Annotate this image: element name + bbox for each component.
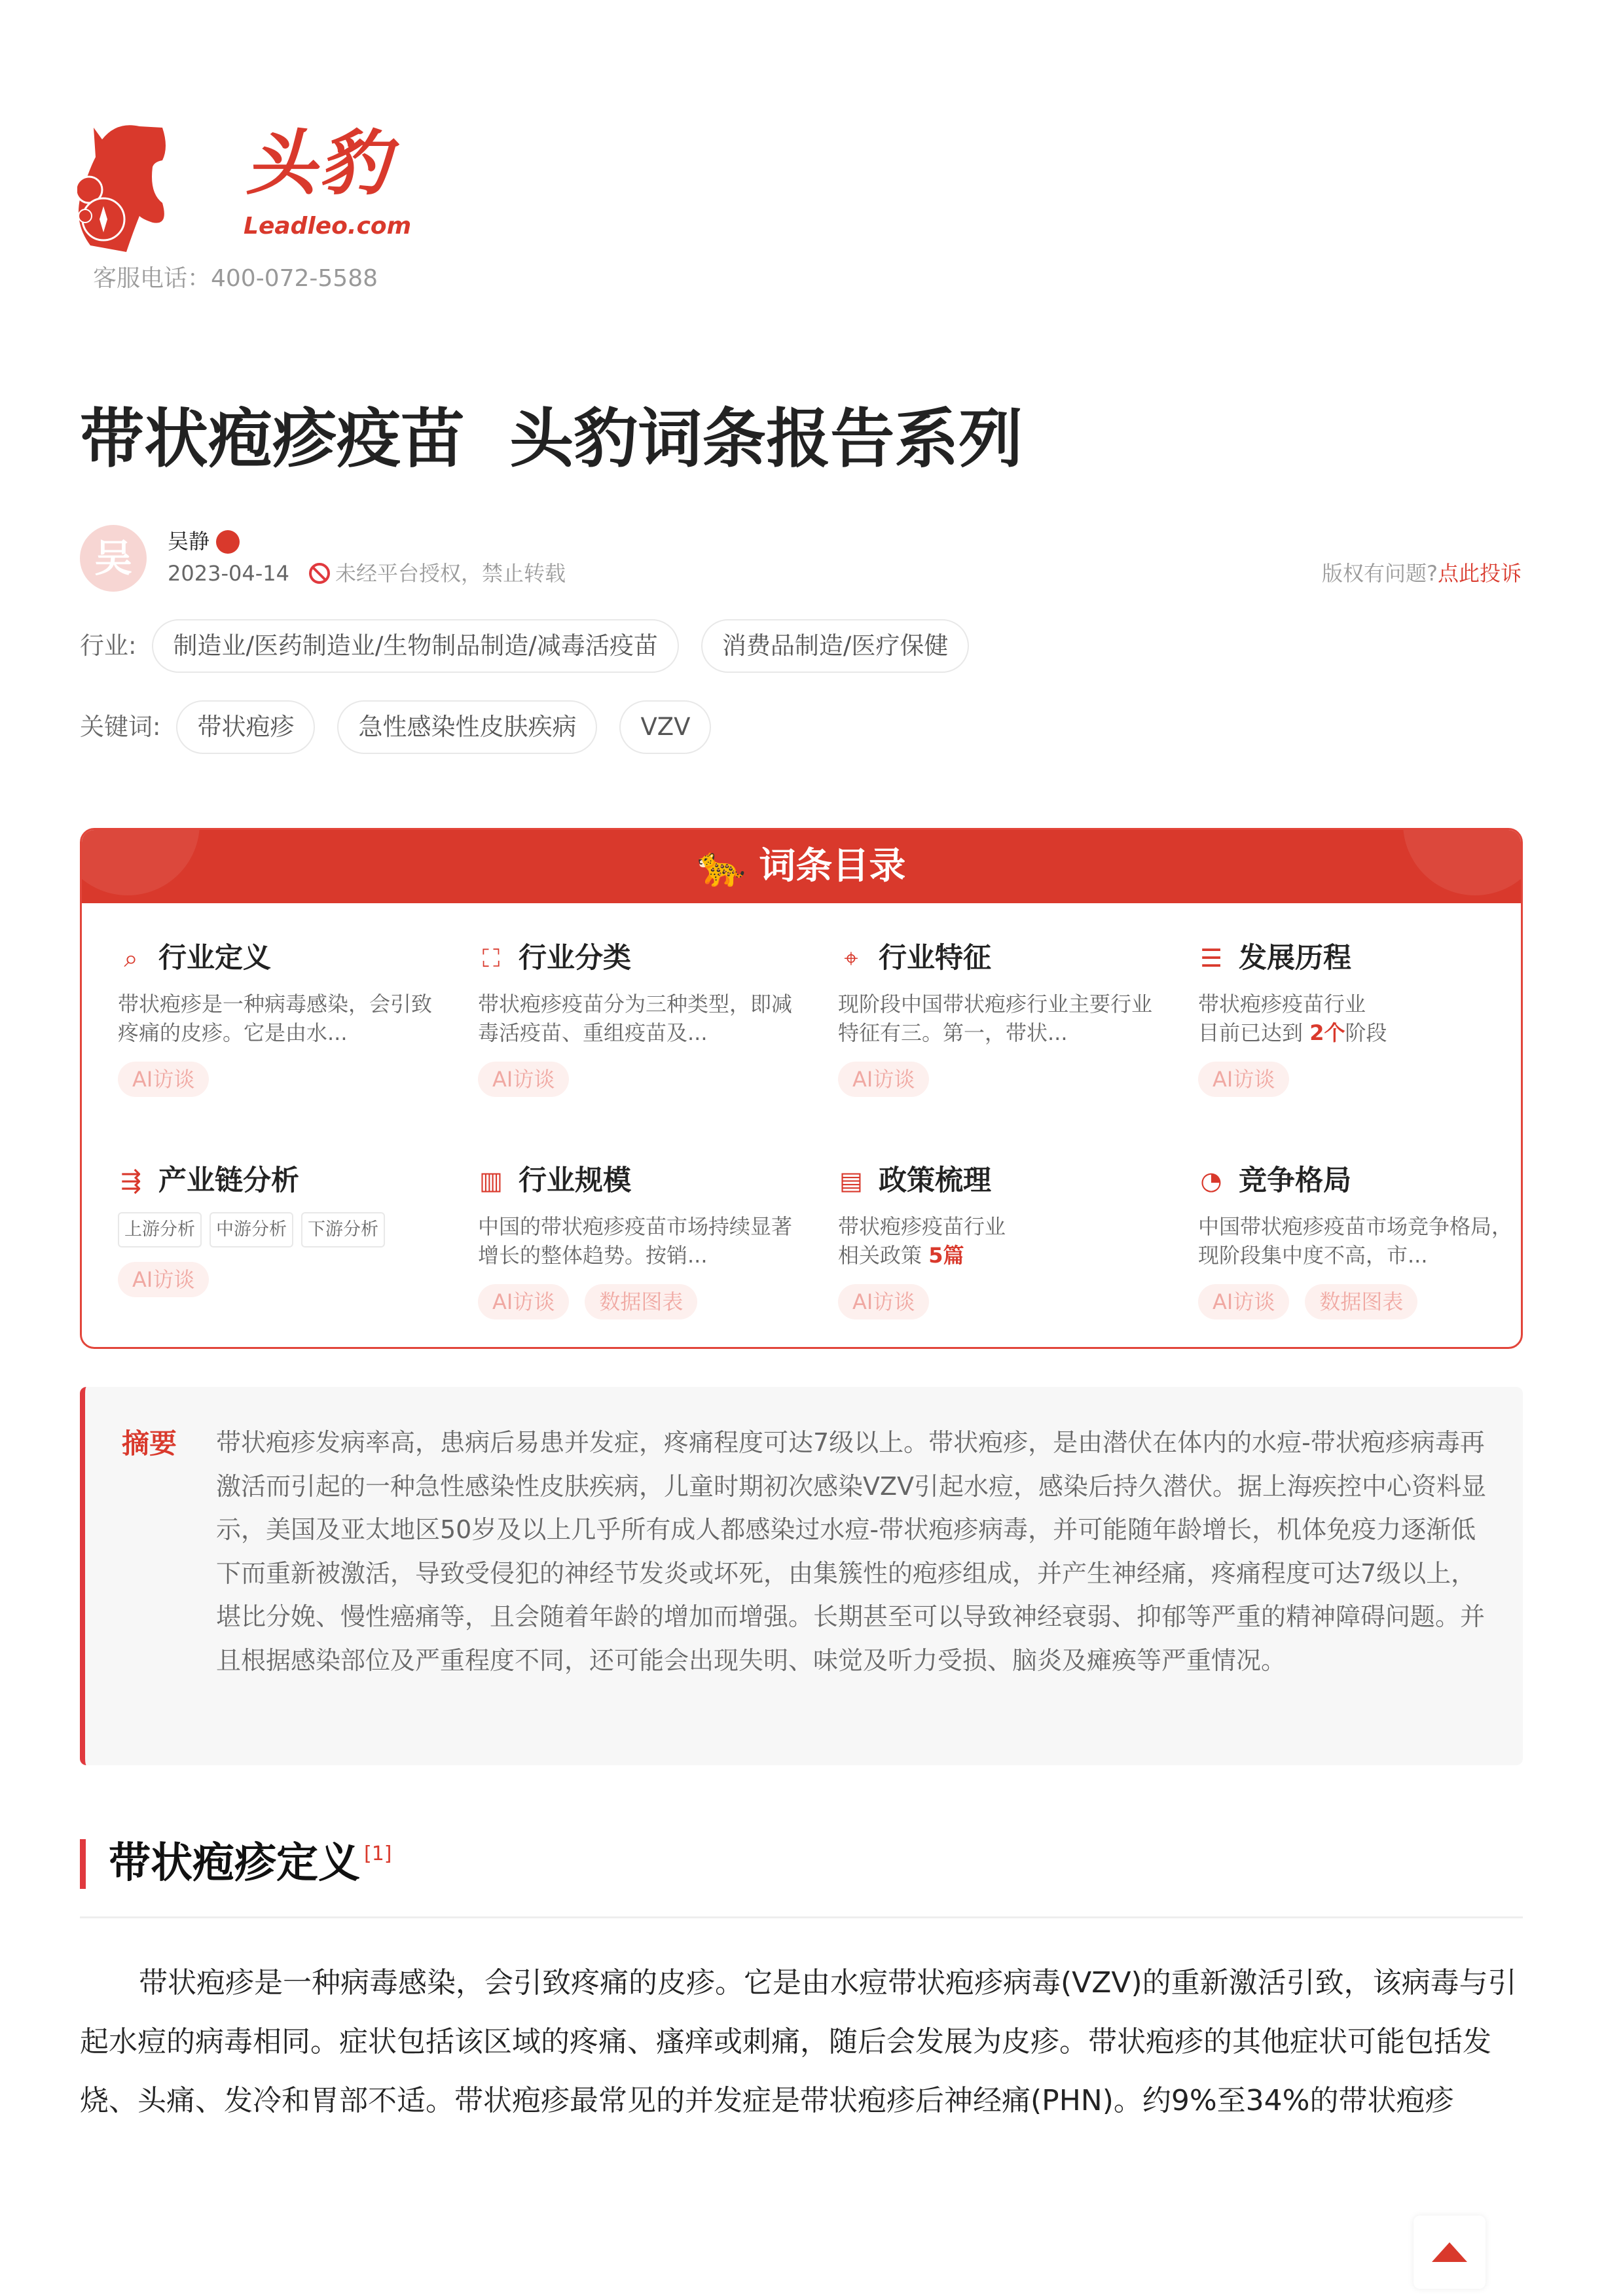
section-paragraph: 带状疱疹是一种病毒感染，会引致疼痛的皮疹。它是由水痘带状疱疹病毒(VZV)的重新激活引致，该病毒与引起水痘的病毒相同。症状包括该区域的疼痛、瘙痒或刺痛，随后会发展为皮疹。带状疱疹的其他症状可能包括发烧、头痛、发冷和胃部不适。带状疱疹最常见的并发症是带状疱疹后神经痛(PHN)。约9%至34%的带状疱疹 xyxy=(80,1966,1517,2117)
catalog-item-scale[interactable] xyxy=(478,1164,805,1319)
leopard-icon: 🐆 xyxy=(697,844,746,889)
section-title xyxy=(109,1838,392,1889)
brand-name-cn: 头豹 xyxy=(246,123,393,205)
timeline-icon: ☰ xyxy=(1199,944,1223,973)
item-desc: 带状疱疹是一种病毒感染，会引致疼痛的皮疹。它是由水... xyxy=(118,992,433,1045)
scan-search-icon: ⌕ xyxy=(124,944,138,973)
item-desc: 中国的带状疱疹疫苗市场持续显著增长的整体趋势。按销... xyxy=(478,1214,793,1268)
summary-label: 摘要 xyxy=(122,1427,177,1460)
hierarchy-icon: ⛶ xyxy=(482,944,500,973)
decor-shape xyxy=(1403,828,1523,895)
data-chart-button[interactable]: 数据图表 xyxy=(585,1284,697,1319)
policy-count: 5篇 xyxy=(928,1243,964,1268)
keyword-tag[interactable]: 带状疱疹 xyxy=(176,700,315,754)
item-title: 产业链分析 xyxy=(158,1164,299,1197)
pie-chart-icon: ◔ xyxy=(1200,1166,1222,1195)
catalog-item-chain[interactable] xyxy=(118,1164,445,1297)
ai-interview-button[interactable]: AI访谈 xyxy=(478,1284,569,1319)
keyword-label: 关键词: xyxy=(80,713,161,741)
desc-line: 带状疱疹疫苗行业 xyxy=(838,1214,1006,1239)
upstream-link[interactable]: 上游分析 xyxy=(118,1212,202,1247)
copyright-notice xyxy=(1322,561,1522,586)
avatar: 吴 xyxy=(80,525,147,592)
publish-date: 2023-04-14 xyxy=(168,561,289,586)
repost-notice xyxy=(309,561,566,586)
complaint-link[interactable]: 点此投诉 xyxy=(1437,561,1522,586)
bar-chart-icon: ▥ xyxy=(479,1166,503,1195)
ai-interview-button[interactable]: AI访谈 xyxy=(838,1284,929,1319)
ai-interview-button[interactable]: AI访谈 xyxy=(478,1062,569,1097)
chain-flow-icon: ⇶ xyxy=(120,1166,141,1195)
forbidden-icon xyxy=(309,563,330,584)
back-to-top-button[interactable] xyxy=(1413,2215,1486,2289)
item-desc: 带状疱疹疫苗分为三种类型，即减毒活疫苗、重组疫苗及... xyxy=(478,992,793,1045)
catalog-item-classification[interactable] xyxy=(478,941,805,1097)
item-title: 行业规模 xyxy=(519,1164,631,1197)
item-title: 行业定义 xyxy=(158,942,271,975)
decor-shape xyxy=(80,828,200,895)
catalog-header xyxy=(82,830,1521,903)
stage-count: 2个 xyxy=(1309,1020,1345,1045)
copyright-question: 版权有问题? xyxy=(1321,561,1438,586)
industry-tag[interactable]: 制造业/医药制造业/生物制品制造/减毒活疫苗 xyxy=(152,619,678,673)
verified-badge-icon xyxy=(216,530,240,554)
catalog-item-policy[interactable] xyxy=(838,1164,1165,1319)
document-icon: ▤ xyxy=(839,1166,863,1195)
section-title-text: 带状疱疹定义 xyxy=(109,1839,360,1888)
ai-interview-button[interactable]: AI访谈 xyxy=(1198,1284,1289,1319)
desc-line: 相关政策 xyxy=(838,1243,929,1268)
keyword-tag[interactable]: 急性感染性皮肤疾病 xyxy=(337,700,597,754)
reference-link[interactable]: [1] xyxy=(364,1842,392,1865)
keyword-row xyxy=(80,700,711,754)
desc-line: 阶段 xyxy=(1345,1020,1387,1045)
item-desc xyxy=(1198,990,1523,1047)
brand-name-en: Leadleo.com xyxy=(244,213,412,240)
desc-line: 带状疱疹疫苗行业 xyxy=(1198,992,1366,1016)
catalog-title: 词条目录 xyxy=(759,845,906,888)
item-desc: 中国带状疱疹疫苗市场竞争格局，现阶段集中度不高，市... xyxy=(1198,1214,1513,1268)
keyword-tag[interactable]: VZV xyxy=(619,700,711,754)
ai-interview-button[interactable]: AI访谈 xyxy=(838,1062,929,1097)
item-desc xyxy=(838,1212,1165,1270)
repost-notice-text: 未经平台授权，禁止转载 xyxy=(335,561,566,586)
summary-text: 带状疱疹发病率高，患病后易患并发症，疼痛程度可达7级以上。带状疱疹，是由潜伏在体内的水痘-带状疱疹病毒再激活而引起的一种急性感染性皮肤疾病，儿童时期初次感染VZV引起水痘，感染后持久潜伏。据上海疾控中心资料显示，美国及亚太地区50岁及以上几乎所有成人都感染过水痘-带状疱疹病毒，并可能随年龄增长，机体免疫力逐渐低下而重新被激活，导致受侵犯的神经节发炎或坏死，由集簇性的疱疹组成，并产生神经痛，疼痛程度可达7级以上，堪比分娩、慢性癌痛等，且会随着年龄的增加而增强。长期甚至可以导致神经衰弱、抑郁等严重的精神障碍问题。并且根据感染部位及严重程度不同，还可能会出现失明、味觉及听力受损、脑炎及瘫痪等严重情况。 xyxy=(216,1428,1487,1675)
catalog-item-features[interactable] xyxy=(838,941,1165,1097)
item-desc: 现阶段中国带状疱疹行业主要行业特征有三。第一，带状... xyxy=(838,992,1153,1045)
ai-interview-button[interactable]: AI访谈 xyxy=(118,1062,209,1097)
service-phone: 客服电话：400-072-5588 xyxy=(93,265,378,292)
desc-line: 目前已达到 xyxy=(1198,1020,1310,1045)
item-title: 政策梳理 xyxy=(879,1164,991,1197)
section-accent-bar xyxy=(80,1839,86,1889)
industry-label: 行业: xyxy=(80,632,137,660)
midstream-link[interactable]: 中游分析 xyxy=(210,1212,293,1247)
arrow-up-icon xyxy=(1432,2242,1467,2262)
catalog-item-history[interactable] xyxy=(1198,941,1523,1097)
item-title: 行业特征 xyxy=(879,942,991,975)
data-chart-button[interactable]: 数据图表 xyxy=(1305,1284,1417,1319)
industry-tag[interactable]: 消费品制造/医疗保健 xyxy=(701,619,969,673)
downstream-link[interactable]: 下游分析 xyxy=(301,1212,385,1247)
ai-interview-button[interactable]: AI访谈 xyxy=(118,1262,209,1297)
author-name[interactable]: 吴静 xyxy=(168,529,210,554)
summary-box xyxy=(80,1387,1523,1765)
divider xyxy=(80,1916,1523,1918)
crosshair-icon: ⌖ xyxy=(844,944,858,973)
item-title: 竞争格局 xyxy=(1239,1164,1351,1197)
catalog-item-competition[interactable] xyxy=(1198,1164,1523,1319)
catalog-item-definition[interactable] xyxy=(118,941,445,1097)
page-title: 带状疱疹疫苗 头豹词条报告系列 xyxy=(80,402,1023,476)
item-title: 行业分类 xyxy=(519,942,631,975)
catalog-panel xyxy=(80,828,1523,1349)
industry-row xyxy=(80,619,969,673)
item-title: 发展历程 xyxy=(1239,942,1351,975)
ai-interview-button[interactable]: AI访谈 xyxy=(1198,1062,1289,1097)
